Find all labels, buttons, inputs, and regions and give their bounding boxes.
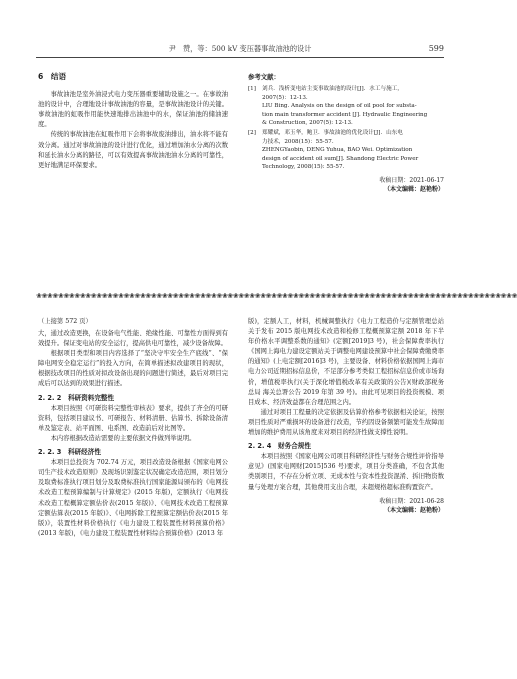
running-title: 尹 赞，等：500 kV 变压器事故油池的设计: [168, 44, 312, 53]
reference-line: ZHENGYaobin, DENG Yuhua, BAO Wei. Optimization: [262, 147, 413, 154]
reference-line: 郑耀斌，邓玉华，鲍卫．事故油池的优化设计[J]．山东电: [262, 130, 403, 137]
conclusion-paragraph: 事故油池是室外油浸式电力变压器重要辅助设施之一。在事故油池的设计中，合理地设计事故油池的容量，是事故油池设计的关键。事故油池的虹吸作用能快速地排出油池中的水，保证油池的储油速度。: [38, 91, 228, 129]
running-header: [36, 44, 444, 58]
body-paragraph: 通过对项目工程量的决定依据及估算价格参考依据相关论证，按照项目性质对严重损坏的设备进行改造，节约因设备频繁可能发生故障而增加的维护费用从该角度来对项目的经济性做支撑性说明。: [248, 408, 444, 437]
reference-item: [248, 129, 444, 172]
header-rule: [36, 57, 444, 58]
body-paragraph: 大，通过改造更换，在设备电气性能、绝缘性能、可靠性方面得到有效提升。保证变电站的安全运行，提高供电可靠性，减少设备故障。: [38, 330, 228, 348]
reference-line: 2007(5)：12-13.: [262, 94, 308, 101]
reference-number: [2]: [248, 130, 256, 137]
references-heading: 参考文献：: [248, 73, 280, 81]
body-paragraph: 版)，定额人工，材料，机械调整执行《电力工程造价与定额管理总站关于发布 2015 版电网技术改造和检修工程概预算定额 2018 年下半年价格水平调整系数的通知》(定额[2019]3 号)，社会保障费率执行《国网上海电力建设定额站关于调整电网建设预算中社会保障费缴费率的通知》(上电定额[2016]3 号)，主要设备、材料价格依据国网上海市电力公司近期招标信息价，不足部分参考类似工程招标信息价或市场询价，增值税率执行(关于深化增值税改革有关政策的公告)(财政部税务总局 海关总署公告 2019 年第 39 号)。由此可见项目的投资规模、项目成本、经济效益都在合理范围之内。: [248, 318, 444, 406]
subsection-heading: 2. 2. 4 财务合规性: [248, 442, 311, 451]
reference-line: Technology, 2008(15): 55-57.: [262, 164, 345, 171]
body-paragraph: 本项目按照《国家电网公司项目科研经济性与财务合规性评价指导意见》(国家电网财[2015]536 号)要求，项目分类准确，不包含其他类别项目，不存在分析立项、无成本性与资本性投资混淆、拆旧物资数量与处理方案合理，其他费用支出合理，未超规格超标准购置资产。: [248, 453, 444, 491]
reference-line: tion main transformer accident [J]. Hydraulic Engineering: [262, 111, 428, 118]
body-paragraph: 本内容根据改造站需要的主要依据文件做列举说明。: [50, 434, 196, 442]
page-number: 599: [428, 44, 444, 53]
subsection-heading: 2. 2. 3 科研经济性: [38, 448, 101, 457]
reference-number: [1]: [248, 86, 256, 93]
reference-line: 刘兵．浅析变电站主变事故油池的设计[J]．水工与施工，: [262, 86, 403, 93]
received-date: 收稿日期：2021-06-17: [379, 177, 444, 185]
received-date: 收稿日期：2021-06-28: [379, 497, 444, 505]
article-left-column: [38, 329, 228, 539]
references-section: [248, 72, 444, 194]
reference-line: & Construction, 2007(5): 12-13.: [262, 120, 353, 127]
reference-line: 力技术，2008(15)：55-57.: [262, 138, 334, 145]
reference-line: LIU Bing. Analysis on the design of oil pool for substa-: [262, 103, 417, 110]
flower-divider: ❀❀❀❀❀❀❀❀❀❀❀❀❀❀❀❀❀❀❀❀❀❀❀❀❀❀❀❀❀❀❀❀❀❀❀❀❀❀❀❀❀❀❀❀❀❀❀❀❀❀❀❀❀❀❀❀❀❀❀❀❀❀❀❀❀❀❀❀❀❀❀❀❀❀❀❀❀❀❀❀❀❀❀❀❀❀❀❀: [36, 292, 517, 300]
conclusion-paragraph: 传统的事故油池在虹吸作用下会将事故废油排出，油水将不能有效分离。通过对事故油池的设计进行优化，通过增加油水分离的次数和延长油水分离的路径，可以有效提高事故油池油水分离的可靠性，更好地满足环保要求。: [38, 131, 228, 169]
body-paragraph: 本项目总投资为 702.74 万元，项目改造设备根据《国家电网公司生产技术改造原则》及现场识别鉴定状况确定改造范围，项目划分及取费标准执行项目划分及取费标准执行国家能源局颁布的《电网技术改造工程预算编制与计算规定》(2015 年版)，定额执行《电网技术改造工程概算定额估价表(2015 年版)》、《电网技术改造工程预算定额估算表(2015 年版)》、《电网拆除工程预算定额估价表(2015 年版)》，装置性材料价格执行《电力建设工程装置性材料预算价格》(2013 年版)，《电力建设工程装置性材料综合预算价格》(2013 年: [38, 459, 228, 537]
article-right-column: [248, 317, 444, 515]
reference-line: design of accident oil sum[J]. Shandong Electric Power: [262, 155, 419, 162]
conclusion-heading: 6 结语: [38, 72, 67, 81]
reference-item: [248, 85, 444, 128]
reference-body: [262, 85, 444, 128]
editor-note: （本文编辑：赵艳粉）: [383, 186, 444, 194]
body-paragraph: 本项目按照《可研资料完整性审核表》要求，提供了齐全的可研资料，包括项目建议书、可研报告、材料清册、估算书、拆除设备清单及鉴定表、站平面图、电系图、改造前后对比图等。: [38, 404, 228, 432]
conclusion-section: [38, 72, 228, 171]
editor-note: （本文编辑：赵艳粉）: [383, 506, 444, 514]
body-paragraph: 根据项目类型和项目内容选择了“坚决守牢安全生产底线”、“保障电网安全稳定运行”的投入方向，在简单描述拟改建项目的现状，根据技改项目的性质对拟改设备出现的问题进行简述，最后对项目完成后可以达到的效果进行描述。: [38, 350, 228, 388]
reference-list: [248, 85, 444, 172]
reference-body: [262, 129, 444, 172]
continued-from-note: （上接第 572 页）: [38, 318, 92, 325]
subsection-heading: 2. 2. 2 科研资料完整性: [38, 393, 115, 402]
